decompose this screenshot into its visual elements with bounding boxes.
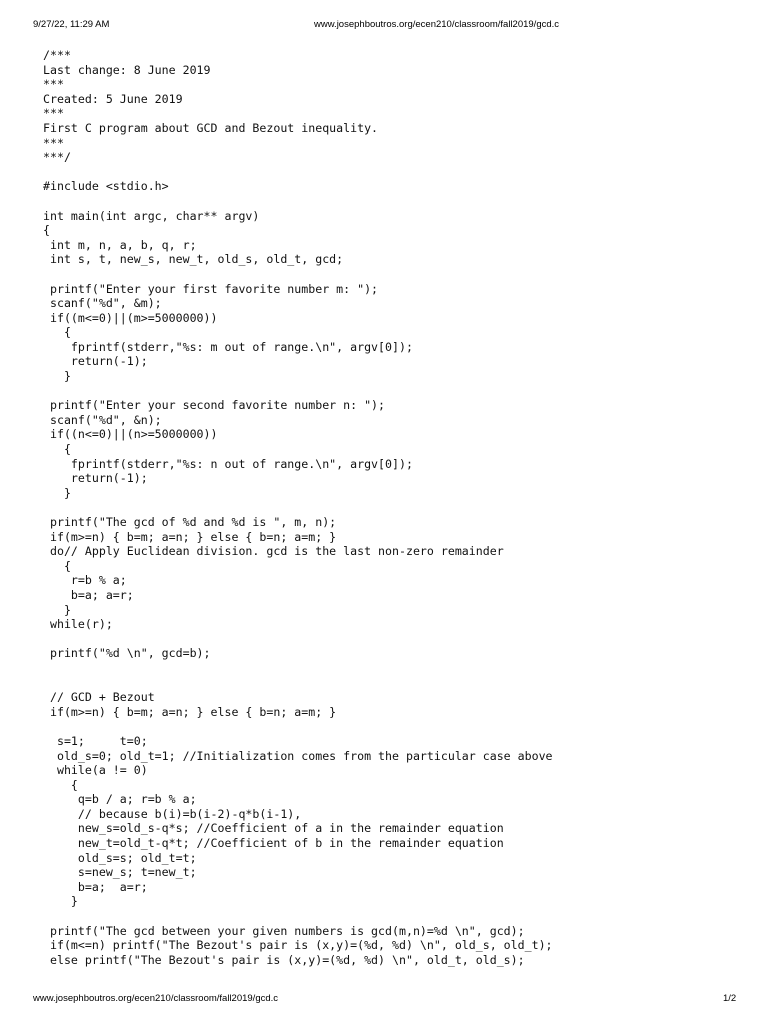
code-line: int m, n, a, b, q, r; <box>43 237 197 252</box>
code-line: Last change: 8 June 2019 <box>43 62 211 77</box>
code-line: b=a; a=r; <box>43 879 148 894</box>
code-line: r=b % a; <box>43 573 127 588</box>
code-line: else printf("The Bezout's pair is (x,y)=(%d, %d) \n", old_t, old_s); <box>43 952 525 967</box>
code-line: Created: 5 June 2019 <box>43 91 183 106</box>
code-line: if((n<=0)||(n>=5000000)) <box>43 427 218 442</box>
code-line: if((m<=0)||(m>=5000000)) <box>43 310 218 325</box>
code-line: int main(int argc, char** argv) <box>43 208 260 223</box>
code-line: { <box>43 442 71 457</box>
code-line <box>43 676 743 691</box>
code-line: printf("Enter your first favorite number m: "); <box>43 281 379 296</box>
code-line: printf("Enter your second favorite number n: "); <box>43 398 386 413</box>
code-line <box>43 909 743 924</box>
code-line: fprintf(stderr,"%s: n out of range.\n", argv[0]); <box>43 456 413 471</box>
code-line: printf("The gcd between your given numbers is gcd(m,n)=%d \n", gcd); <box>43 923 525 938</box>
code-line: } <box>43 602 71 617</box>
print-header-url: www.josephboutros.org/ecen210/classroom/fall2019/gcd.c <box>314 19 560 30</box>
code-line: } <box>43 894 78 909</box>
code-line: q=b / a; r=b % a; <box>43 792 197 807</box>
code-line: } <box>43 369 71 384</box>
code-line: s=1; t=0; <box>43 733 148 748</box>
code-line: *** <box>43 77 64 92</box>
code-line: return(-1); <box>43 471 148 486</box>
code-line: b=a; a=r; <box>43 587 134 602</box>
code-line: *** <box>43 135 64 150</box>
code-line <box>43 194 743 209</box>
code-line: /*** <box>43 48 71 62</box>
code-line: { <box>43 558 71 573</box>
code-line: scanf("%d", &n); <box>43 412 162 427</box>
code-line <box>43 384 743 399</box>
code-line: { <box>43 223 50 238</box>
code-line <box>43 661 743 676</box>
code-line: old_s=0; old_t=1; //Initialization comes from the particular case above <box>43 748 553 763</box>
code-line <box>43 267 743 282</box>
code-line: s=new_s; t=new_t; <box>43 865 197 880</box>
code-line: printf("%d \n", gcd=b); <box>43 646 211 661</box>
code-line: ***/ <box>43 150 71 165</box>
code-line: printf("The gcd of %d and %d is ", m, n); <box>43 515 337 529</box>
code-line: new_s=old_s-q*s; //Coefficient of a in the remainder equation <box>43 821 504 836</box>
code-line: int s, t, new_s, new_t, old_s, old_t, gcd; <box>43 252 344 267</box>
code-line: First C program about GCD and Bezout inequality. <box>43 120 379 135</box>
code-line: while(a != 0) <box>43 763 148 778</box>
source-code-listing <box>43 48 743 967</box>
code-line <box>43 500 743 515</box>
code-line: do// Apply Euclidean division. gcd is the last non-zero remainder <box>43 544 504 559</box>
code-line: if(m>=n) { b=m; a=n; } else { b=n; a=m; } <box>43 529 337 544</box>
code-line: #include <stdio.h> <box>43 179 169 194</box>
code-line: { <box>43 325 71 340</box>
code-line: { <box>43 777 78 792</box>
code-line: if(m<=n) printf("The Bezout's pair is (x,y)=(%d, %d) \n", old_s, old_t); <box>43 938 553 953</box>
code-line <box>43 632 743 647</box>
code-line: while(r); <box>43 617 113 632</box>
print-header-datetime: 9/27/22, 11:29 AM <box>33 19 110 30</box>
code-line: *** <box>43 106 64 121</box>
code-line: // GCD + Bezout <box>43 690 155 705</box>
code-line: new_t=old_t-q*t; //Coefficient of b in the remainder equation <box>43 836 504 851</box>
code-line <box>43 719 743 734</box>
page-number: 1/2 <box>723 993 737 1004</box>
code-line: return(-1); <box>43 354 148 369</box>
code-line: // because b(i)=b(i-2)-q*b(i-1), <box>43 806 302 821</box>
code-line <box>43 165 743 180</box>
code-line: if(m>=n) { b=m; a=n; } else { b=n; a=m; } <box>43 704 337 719</box>
code-line: scanf("%d", &m); <box>43 296 162 311</box>
code-line: fprintf(stderr,"%s: m out of range.\n", argv[0]); <box>43 339 413 354</box>
print-footer-url: www.josephboutros.org/ecen210/classroom/fall2019/gcd.c <box>33 993 279 1004</box>
code-line: } <box>43 485 71 500</box>
code-line: old_s=s; old_t=t; <box>43 850 197 865</box>
